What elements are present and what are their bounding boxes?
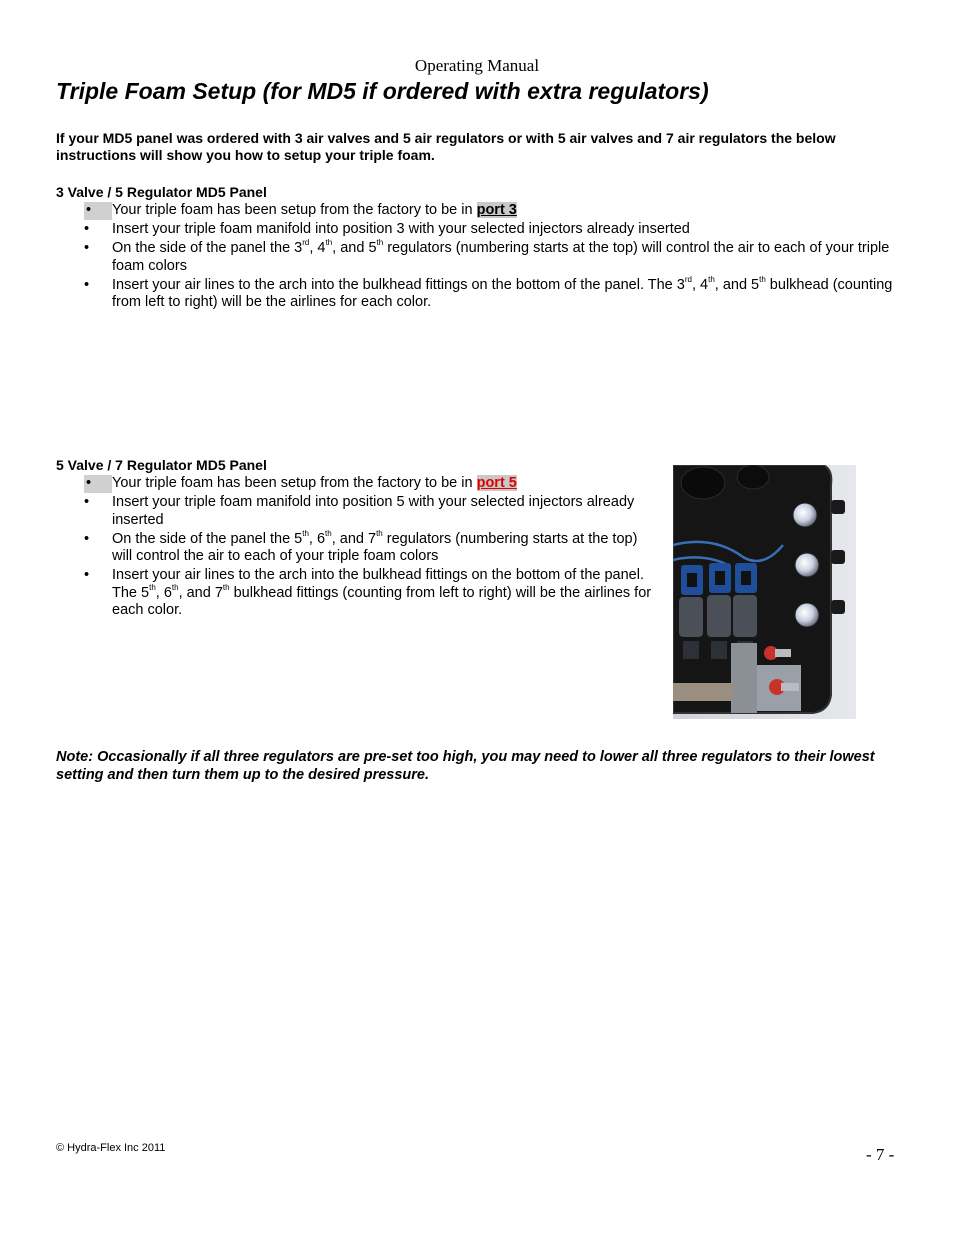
md5-panel-photo [673, 465, 856, 719]
bullet-icon: • [84, 475, 112, 493]
section-5-valve-list [84, 475, 654, 621]
list-item: • Insert your air lines to the arch into the bulkhead fittings on the bottom of the panel. The 3rd, 4th, and 5th bulkhead (counting from left to right) will be the airlines for each color. [84, 274, 893, 310]
running-header: Operating Manual [414, 56, 540, 75]
bullet-icon: • [84, 221, 90, 237]
bullet-icon: • [84, 530, 90, 547]
list-item: • Insert your air lines to the arch into the bulkhead fittings on the bottom of the panel. The 5th, 6th, and 7th bulkhead fittings (counting from left to right) will be the airlines for each color. [84, 567, 652, 618]
port-3-highlight: port 3 [476, 202, 517, 218]
list-item: • On the side of the panel the 3rd, 4th, and 5th regulators (numbering starts at the top) will control the air to each of your triple foam colors [84, 238, 890, 274]
section-3-valve-list [84, 202, 896, 313]
page-title: Triple Foam Setup (for MD5 if ordered with extra regulators) [56, 78, 709, 104]
note-paragraph: Note: Occasionally if all three regulators are pre-set too high, you may need to lower all three regulators to their lowest setting and then turn them up to the desired pressure. [56, 749, 875, 783]
section-heading-3-valve: 3 Valve / 5 Regulator MD5 Panel [56, 184, 267, 200]
list-item: • On the side of the panel the 5th, 6th, and 7th regulators (numbering starts at the top) will control the air to each of your triple foam colors [84, 528, 638, 564]
list-item: • Your triple foam has been setup from the factory to be in port 3 [86, 202, 517, 218]
list-item: • Insert your triple foam manifold into position 3 with your selected injectors already inserted [84, 221, 690, 237]
list-item: • Insert your triple foam manifold into position 5 with your selected injectors already inserted [84, 494, 635, 528]
bullet-icon: • [84, 240, 90, 256]
bullet-icon: • [84, 494, 90, 510]
copyright-footer: © Hydra-Flex Inc 2011 [56, 1142, 166, 1154]
port-5-highlight: port 5 [476, 475, 517, 491]
intro-paragraph: If your MD5 panel was ordered with 3 air valves and 5 air regulators or with 5 air valves and 7 air regulators the below instructions will show you how to setup your triple foam. [56, 130, 836, 163]
section-heading-5-valve: 5 Valve / 7 Regulator MD5 Panel [56, 457, 267, 473]
page-number: - 7 - [866, 1145, 895, 1164]
bullet-icon: • [84, 276, 90, 293]
bullet-icon: • [84, 202, 112, 220]
bullet-icon: • [84, 567, 90, 583]
list-item: • Your triple foam has been setup from the factory to be in port 5 [86, 475, 517, 491]
